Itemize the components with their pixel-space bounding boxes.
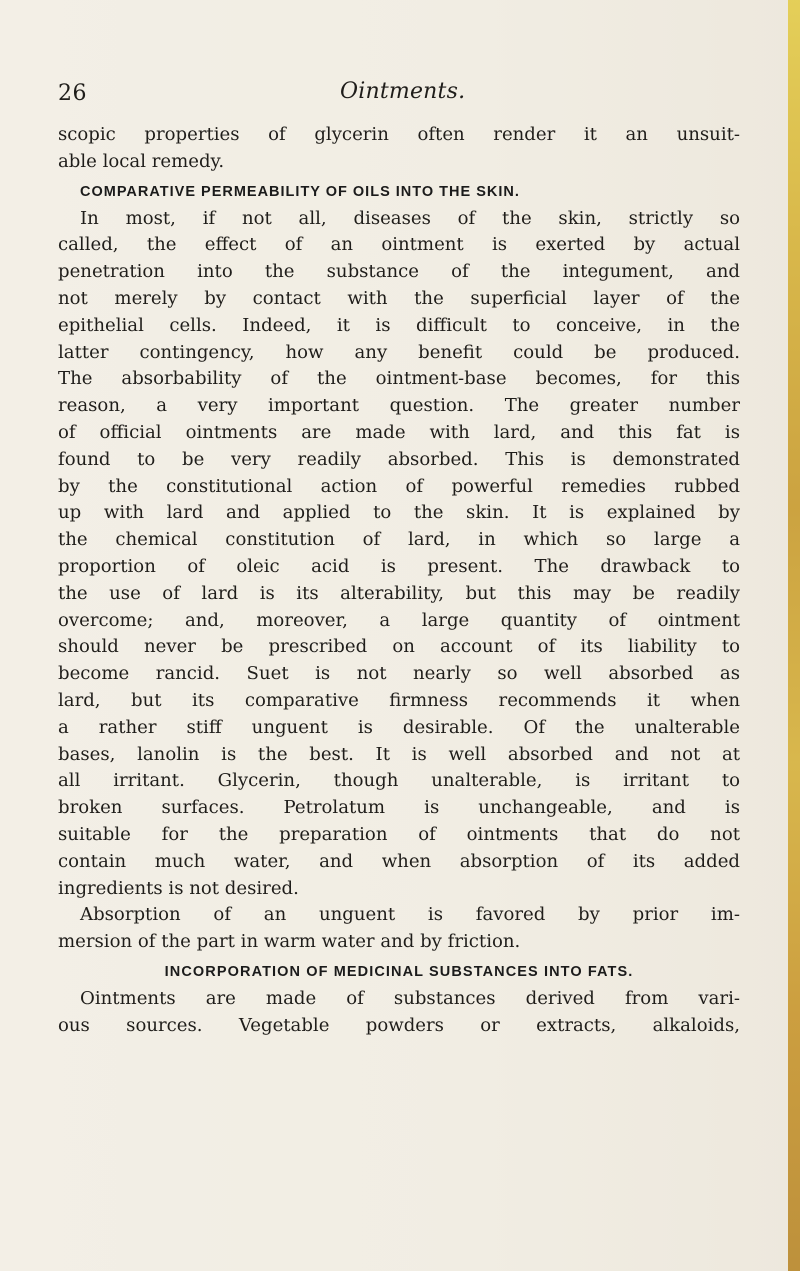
- text-line: latter contingency, how any benefit could be produced.: [58, 341, 740, 363]
- text-line: up with lard and applied to the skin. It is explained by: [58, 502, 740, 524]
- text-line: overcome; and, moreover, a large quantity of ointment: [58, 609, 740, 631]
- text-line: contain much water, and when absorption of its added: [58, 850, 740, 872]
- text-line: bases, lanolin is the best. It is well absorbed and not at: [58, 743, 740, 765]
- text-line: Absorption of an unguent is favored by prior im-: [80, 904, 740, 926]
- text-line: Ointments are made of substances derived from vari-: [80, 987, 740, 1009]
- text-line: suitable for the preparation of ointments that do not: [58, 823, 740, 845]
- text-line: the chemical constitution of lard, in which so large a: [58, 529, 740, 551]
- text-line: The absorbability of the ointment-base becomes, for this: [58, 368, 740, 390]
- text-line: proportion of oleic acid is present. The drawback to: [58, 555, 740, 577]
- page-body: [58, 122, 740, 1040]
- text-line: mersion of the part in warm water and by friction.: [58, 931, 521, 953]
- text-line: not merely by contact with the superficial layer of the: [58, 287, 740, 309]
- text-line: the use of lard is its alterability, but this may be readily: [58, 582, 740, 604]
- text-line: epithelial cells. Indeed, it is difficult to conceive, in the: [58, 314, 740, 336]
- text-line: should never be prescribed on account of its liability to: [58, 636, 740, 658]
- page-number: 26: [58, 81, 87, 106]
- text-line: lard, but its comparative firmness recommends it when: [58, 689, 740, 711]
- text-line: penetration into the substance of the integument, and: [58, 261, 740, 283]
- text-line: ingredients is not desired.: [58, 877, 299, 899]
- text-line: reason, a very important question. The greater number: [58, 395, 740, 417]
- section-heading: COMPARATIVE PERMEABILITY OF OILS INTO THE SKIN.: [80, 183, 520, 200]
- text-line: ous sources. Vegetable powders or extracts, alkaloids,: [58, 1014, 740, 1036]
- text-line: scopic properties of glycerin often render it an unsuit-: [58, 124, 740, 145]
- text-line: of official ointments are made with lard, and this fat is: [58, 421, 740, 443]
- text-line: able local remedy.: [58, 150, 225, 172]
- text-line: become rancid. Suet is not nearly so well absorbed as: [58, 663, 740, 685]
- running-title: Ointments.: [340, 79, 466, 104]
- text-line: by the constitutional action of powerful remedies rubbed: [58, 475, 740, 497]
- section-heading: INCORPORATION OF MEDICINAL SUBSTANCES INTO FATS.: [164, 963, 634, 980]
- text-line: a rather stiff unguent is desirable. Of the unalterable: [58, 716, 740, 738]
- text-line: found to be very readily absorbed. This is demonstrated: [58, 448, 740, 470]
- text-line: all irritant. Glycerin, though unalterable, is irritant to: [58, 770, 740, 792]
- text-line: called, the effect of an ointment is exerted by actual: [58, 234, 740, 256]
- text-line: In most, if not all, diseases of the skin, strictly so: [80, 207, 740, 229]
- page-edge: [788, 0, 800, 1271]
- text-line: broken surfaces. Petrolatum is unchangeable, and is: [58, 797, 740, 819]
